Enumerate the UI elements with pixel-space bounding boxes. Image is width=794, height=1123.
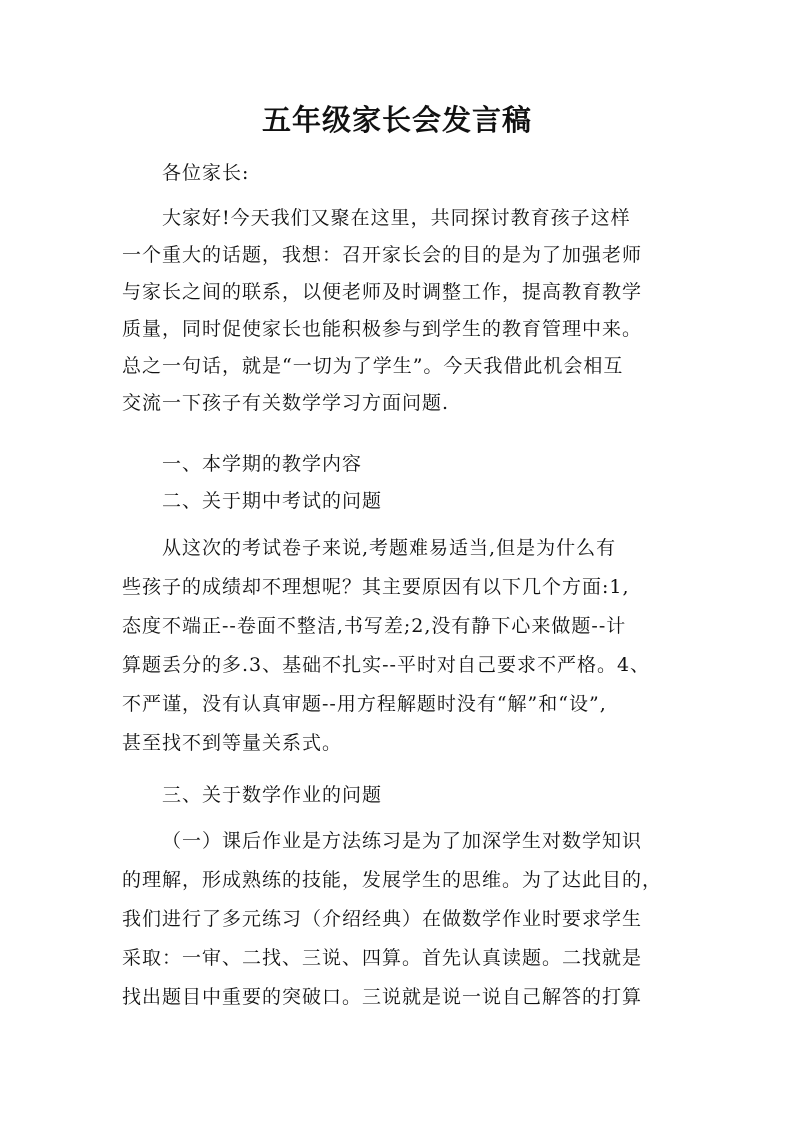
- document-title: 五年级家长会发言稿: [261, 103, 532, 137]
- paragraph-line: 的理解，形成熟练的技能，发展学生的思维。为了达此目的，: [122, 869, 663, 891]
- paragraph-line: 甚至找不到等量关系式。: [122, 732, 343, 754]
- paragraph-line: 交流一下孩子有关数学学习方面问题.: [122, 392, 450, 414]
- paragraph-line: 些孩子的成绩却不理想呢？其主要原因有以下几个方面:1,: [122, 576, 630, 598]
- section-heading: 一、本学期的教学内容: [162, 453, 363, 475]
- paragraph-line: 采取：一审、二找、三说、四算。首先认真读题。二找就是: [122, 947, 643, 969]
- paragraph-line: 算题丢分的多.3、基础不扎实--平时对自己要求不严格。4、: [122, 654, 651, 676]
- paragraph-line: 态度不端正--卷面不整洁,书写差;2,没有静下心来做题--计: [122, 615, 627, 637]
- paragraph-line: 总之一句话，就是“一切为了学生”。今天我借此机会相互: [122, 355, 624, 377]
- paragraph-line: 质量，同时促使家长也能积极参与到学生的教育管理中来。: [122, 318, 643, 340]
- paragraph-line: （一）课后作业是方法练习是为了加深学生对数学知识: [162, 830, 643, 852]
- section-heading: 二、关于期中考试的问题: [162, 490, 383, 512]
- paragraph-line: 一个重大的话题，我想：召开家长会的目的是为了加强老师: [122, 244, 643, 266]
- paragraph-line: 不严谨，没有认真审题--用方程解题时没有“解”和“设”,: [122, 693, 607, 715]
- paragraph-line: 我们进行了多元练习（介绍经典）在做数学作业时要求学生: [122, 908, 643, 930]
- paragraph-line: 大家好!今天我们又聚在这里，共同探讨教育孩子这样: [162, 207, 631, 229]
- section-heading: 三、关于数学作业的问题: [162, 784, 383, 806]
- greeting: 各位家长:: [162, 162, 250, 184]
- paragraph-line: 与家长之间的联系，以便老师及时调整工作，提高教育教学: [122, 281, 643, 303]
- paragraph-line: 找出题目中重要的突破口。三说就是说一说自己解答的打算: [122, 986, 643, 1008]
- paragraph-line: 从这次的考试卷子来说,考题难易适当,但是为什么有: [162, 537, 617, 559]
